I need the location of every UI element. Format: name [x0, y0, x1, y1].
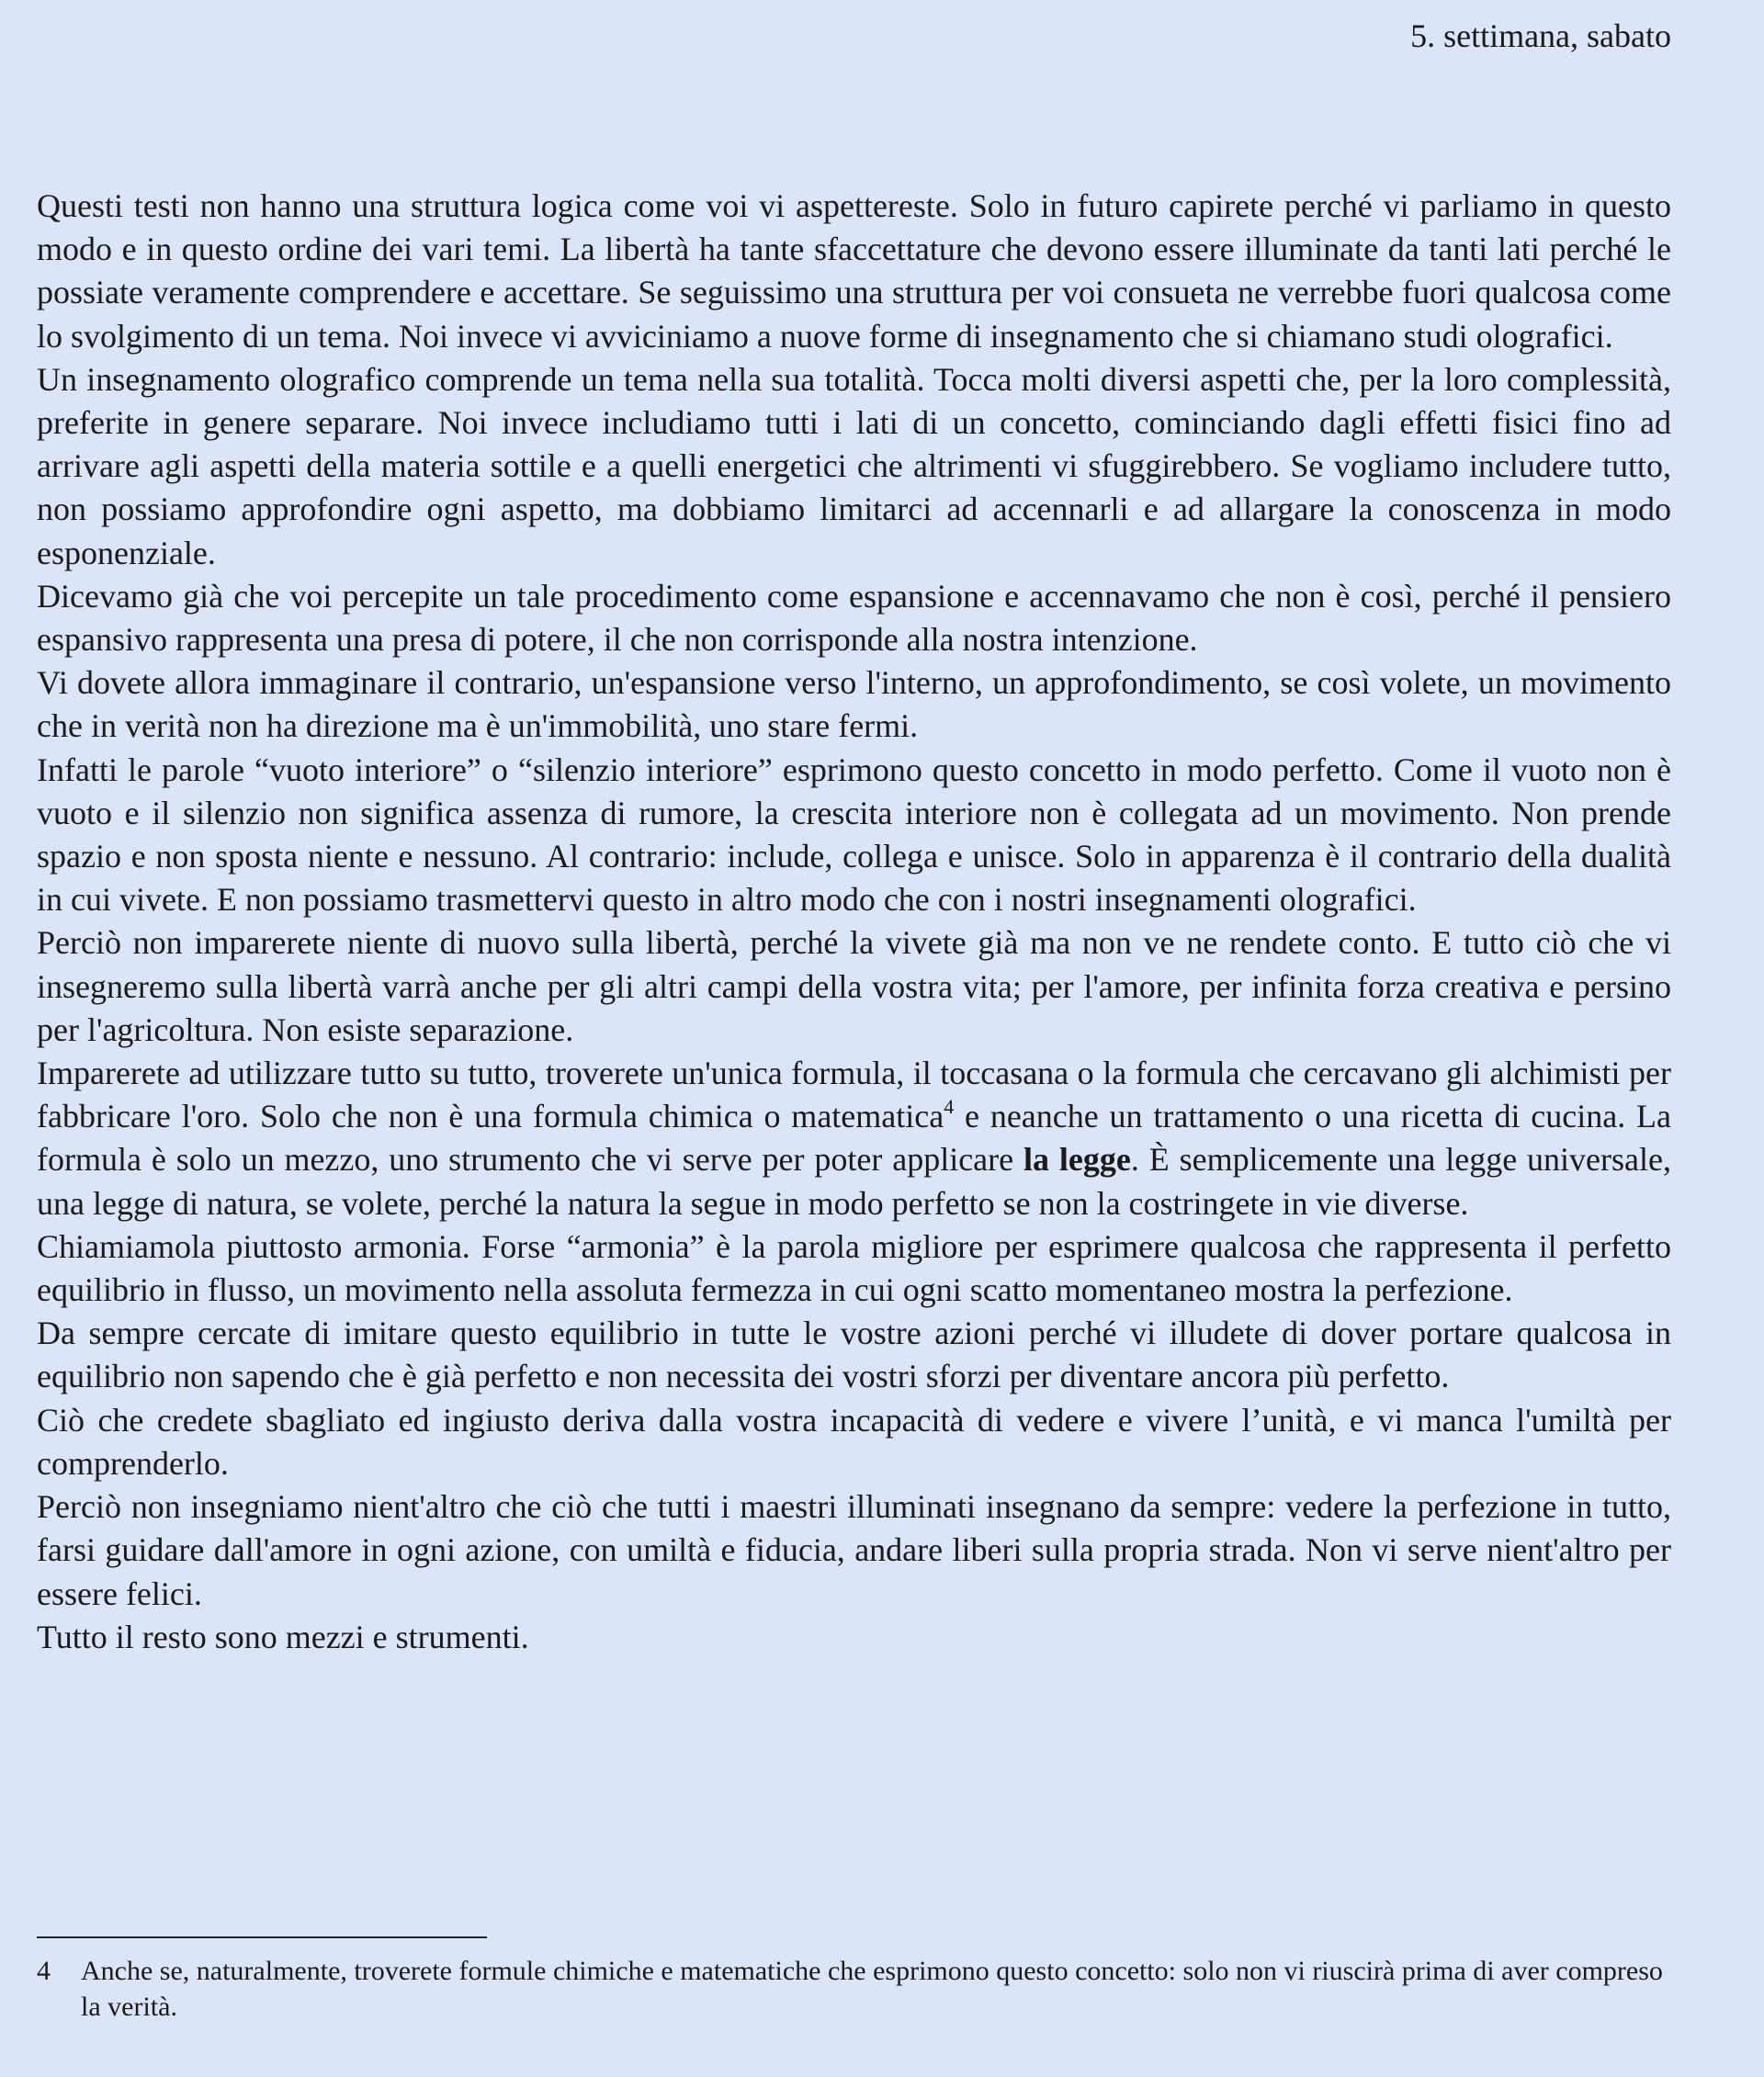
paragraph-3: Dicevamo già che voi percepite un tale procedimento come espansione e accennavamo che non è così, perché il pensiero espansivo rappresenta una presa di potere, il che non corrisponde alla nostra intenzione. [37, 577, 1671, 659]
footnote-reference[interactable]: 4 [944, 1095, 955, 1119]
footnote-text: Anche se, naturalmente, troverete formule chimiche e matematiche che esprimono questo concetto: solo non vi riuscirà prima di aver compreso la verità. [81, 1956, 1663, 2022]
paragraph-2: Un insegnamento olografico comprende un tema nella sua totalità. Tocca molti diversi aspetti che, per la loro complessità, preferite in genere separare. Noi invece includiamo tutti i lati di un concetto, cominciando dagli effetti fisici fino ad arrivare agli aspetti della materia sottile e a quelli energetici che altrimenti vi sfuggirebbero. Se vogliamo includere tutto, non possiamo approfondire ogni aspetto, ma dobbiamo limitarci ad accennarli e ad allargare la conoscenza in modo esponenziale. [37, 360, 1671, 571]
paragraph-6: Perciò non imparerete niente di nuovo sulla libertà, perché la vivete già ma non ve ne rendete conto. E tutto ciò che vi insegneremo sulla libertà varrà anche per gli altri campi della vostra vita; per l'amore, per infinita forza creativa e persino per l'agricoltura. Non esiste separazione. [37, 924, 1671, 1048]
body-text [37, 185, 1671, 1659]
running-header: 5. settimana, sabato [1410, 17, 1671, 54]
paragraph-5: Infatti le parole “vuoto interiore” o “silenzio interiore” esprimono questo concetto in modo perfetto. Come il vuoto non è vuoto e il silenzio non significa assenza di rumore, la crescita interiore non è collegata ad un movimento. Non prende spazio e non sposta niente e nessuno. Al contrario: include, collega e unisce. Solo in apparenza è il contrario della dualità in cui vivete. E non possiamo trasmettervi questo in altro modo che con i nostri insegnamenti olografici. [37, 751, 1671, 919]
paragraph-7 [37, 1052, 1671, 1225]
paragraph-7-part-2: e neanche un trattamento o una ricetta di cucina. La formula è solo un mezzo, uno strumento che vi serve per poter applicare [37, 1098, 1671, 1179]
footnote-number: 4 [37, 1956, 51, 1986]
bold-phrase: la legge [1023, 1141, 1131, 1179]
paragraph-7-part-3: . È semplicemente una legge universale, una legge di natura, se volete, perché la natura la segue in modo perfetto se non la costringete in vie diverse. [37, 1141, 1671, 1222]
paragraph-7-part-1: Imparerete ad utilizzare tutto su tutto, troverete un'unica formula, il toccasana o la formula che cercavano gli alchimisti per fabbricare l'oro. Solo che non è una formula chimica o matematica [37, 1055, 1671, 1135]
paragraph-8: Chiamiamola piuttosto armonia. Forse “armonia” è la parola migliore per esprimere qualcosa che rappresenta il perfetto equilibrio in flusso, un movimento nella assoluta fermezza in cui ogni scatto momentaneo mostra la perfezione. [37, 1227, 1671, 1309]
footnote [37, 1953, 1671, 2025]
paragraph-12: Tutto il resto sono mezzi e strumenti. [37, 1618, 529, 1655]
paragraph-11: Perciò non insegniamo nient'altro che ciò che tutti i maestri illuminati insegnano da sempre: vedere la perfezione in tutto, farsi guidare dall'amore in ogni azione, con umiltà e fiducia, andare liberi sulla propria strada. Non vi serve nient'altro per essere felici. [37, 1488, 1671, 1612]
paragraph-1: Questi testi non hanno una struttura logica come voi vi aspettereste. Solo in futuro capirete perché vi parliamo in questo modo e in questo ordine dei vari temi. La libertà ha tante sfaccettature che devono essere illuminate da tanti lati perché le possiate veramente comprendere e accettare. Se seguissimo una struttura per voi consueta ne verrebbe fuori qualcosa come lo svolgimento di un tema. Noi invece vi avviciniamo a nuove forme di insegnamento che si chiamano studi olografici. [37, 187, 1671, 355]
paragraph-9: Da sempre cercate di imitare questo equilibrio in tutte le vostre azioni perché vi illudete di dover portare qualcosa in equilibrio non sapendo che è già perfetto e non necessita dei vostri sforzi per diventare ancora più perfetto. [37, 1315, 1671, 1395]
paragraph-10: Ciò che credete sbagliato ed ingiusto deriva dalla vostra incapacità di vedere e vivere l’unità, e vi manca l'umiltà per comprenderlo. [37, 1401, 1671, 1482]
footnote-divider [37, 1936, 487, 1938]
paragraph-4: Vi dovete allora immaginare il contrario, un'espansione verso l'interno, un approfondimento, se così volete, un movimento che in verità non ha direzione ma è un'immobilità, uno stare fermi. [37, 664, 1671, 745]
